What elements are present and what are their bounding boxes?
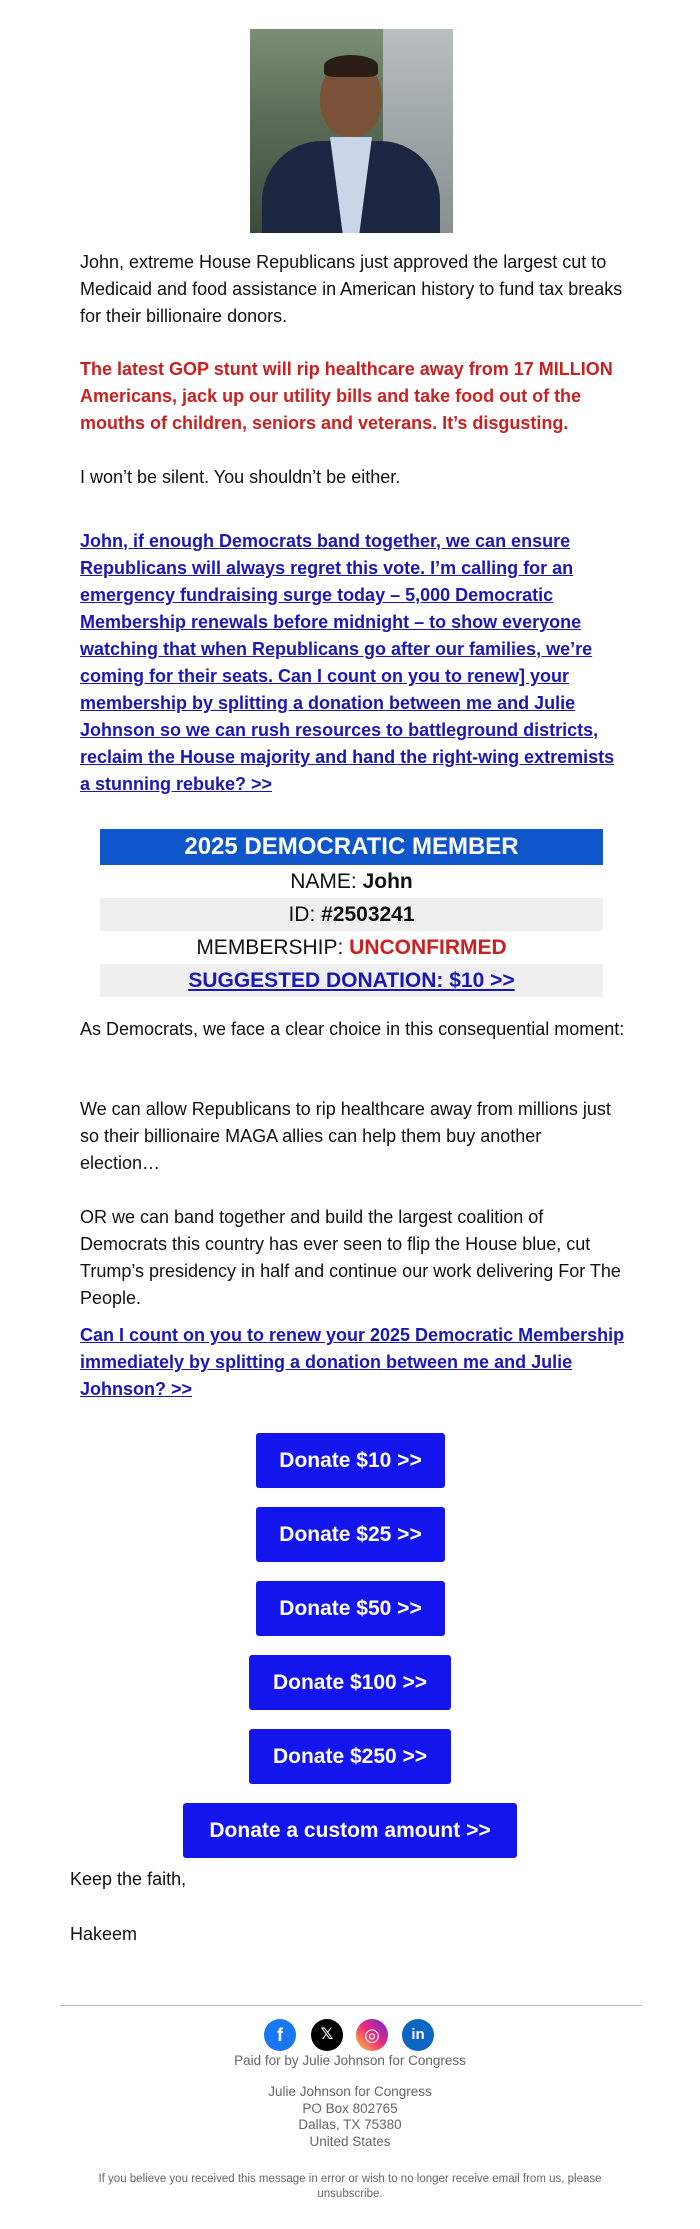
name-value: John	[362, 870, 413, 893]
donate-100-button[interactable]: Donate $100 >>	[249, 1655, 451, 1710]
candidate-photo	[250, 29, 453, 233]
name-label: NAME:	[290, 870, 363, 893]
membership-status: UNCONFIRMED	[349, 936, 507, 959]
membership-status-row	[100, 931, 603, 964]
address-line: PO Box 802765	[302, 2100, 398, 2116]
intro-paragraph: John, extreme House Republicans just approved the largest cut to Medicaid and food assistance in American history to fund tax breaks for their billionaire donors.	[80, 252, 623, 326]
x-icon[interactable]: 𝕏	[311, 2019, 343, 2051]
alert-paragraph: The latest GOP stunt will rip healthcare away from 17 MILLION Americans, jack up our utility bills and take food out of the mouths of children, seniors and veterans. It’s disgusting.	[80, 359, 613, 433]
option-one-paragraph: We can allow Republicans to rip healthcare away from millions just so their billionaire MAGA allies can help them buy another election…	[80, 1099, 611, 1173]
suggested-donation-link[interactable]: SUGGESTED DONATION: $10 >>	[188, 969, 515, 992]
address-line: Julie Johnson for Congress	[268, 2084, 432, 2099]
instagram-icon[interactable]: ◎	[356, 2019, 388, 2051]
renew-link[interactable]: Can I count on you to renew your 2025 Democratic Membership immediately by splitting a donation between me and Julie Johnson? >>	[80, 1325, 625, 1399]
unsubscribe-notice[interactable]: If you believe you received this message in error or wish to no longer receive email from us, please unsubscribe.	[98, 2173, 602, 2200]
suggested-donation-row	[100, 964, 603, 997]
signature-name: Hakeem	[70, 1924, 138, 1944]
donate-10-button[interactable]: Donate $10 >>	[256, 1433, 445, 1488]
option-two-paragraph: OR we can band together and build the largest coalition of Democrats this country has ever seen to flip the House blue, cut Trump’s presidency in half and continue our work delivering For The People.	[80, 1207, 621, 1308]
donate-custom-button[interactable]: Donate a custom amount >>	[183, 1803, 517, 1858]
donate-50-button[interactable]: Donate $50 >>	[256, 1581, 445, 1636]
address-line: Dallas, TX 75380	[298, 2117, 402, 2132]
id-value: #2503241	[321, 903, 415, 926]
paid-for-disclaimer: Paid for by Julie Johnson for Congress	[234, 2053, 466, 2068]
address-line: United States	[309, 2133, 391, 2149]
footer-divider	[60, 2005, 642, 2006]
membership-card-title: 2025 DEMOCRATIC MEMBER	[100, 829, 603, 865]
donate-250-button[interactable]: Donate $250 >>	[249, 1729, 451, 1784]
membership-id-row	[100, 898, 603, 931]
silent-paragraph: I won’t be silent. You shouldn’t be either.	[80, 467, 401, 487]
choice-paragraph: As Democrats, we face a clear choice in this consequential moment:	[80, 1019, 625, 1039]
membership-label: MEMBERSHIP:	[196, 936, 350, 959]
mailing-address	[0, 2084, 700, 2150]
linkedin-icon[interactable]: in	[402, 2019, 434, 2051]
facebook-icon[interactable]: f	[264, 2019, 296, 2051]
closing-text: Keep the faith,	[70, 1869, 187, 1889]
main-donate-link[interactable]: John, if enough Democrats band together, we can ensure Republicans will always regret this vote. I’m calling for an emergency fundraising surge today – 5,000 Democratic Membership renewals before midnight – to show everyone watching that when Republicans go after our families, we’re coming for their seats. Can I count on you to renew] your membership by splitting a donation between me and Julie Johnson so we can rush resources to battleground districts, reclaim the House majority and hand the right-wing extremists a stunning rebuke? >>	[80, 531, 615, 794]
membership-name-row	[100, 865, 603, 898]
id-label: ID:	[288, 903, 322, 926]
donate-25-button[interactable]: Donate $25 >>	[256, 1507, 445, 1562]
